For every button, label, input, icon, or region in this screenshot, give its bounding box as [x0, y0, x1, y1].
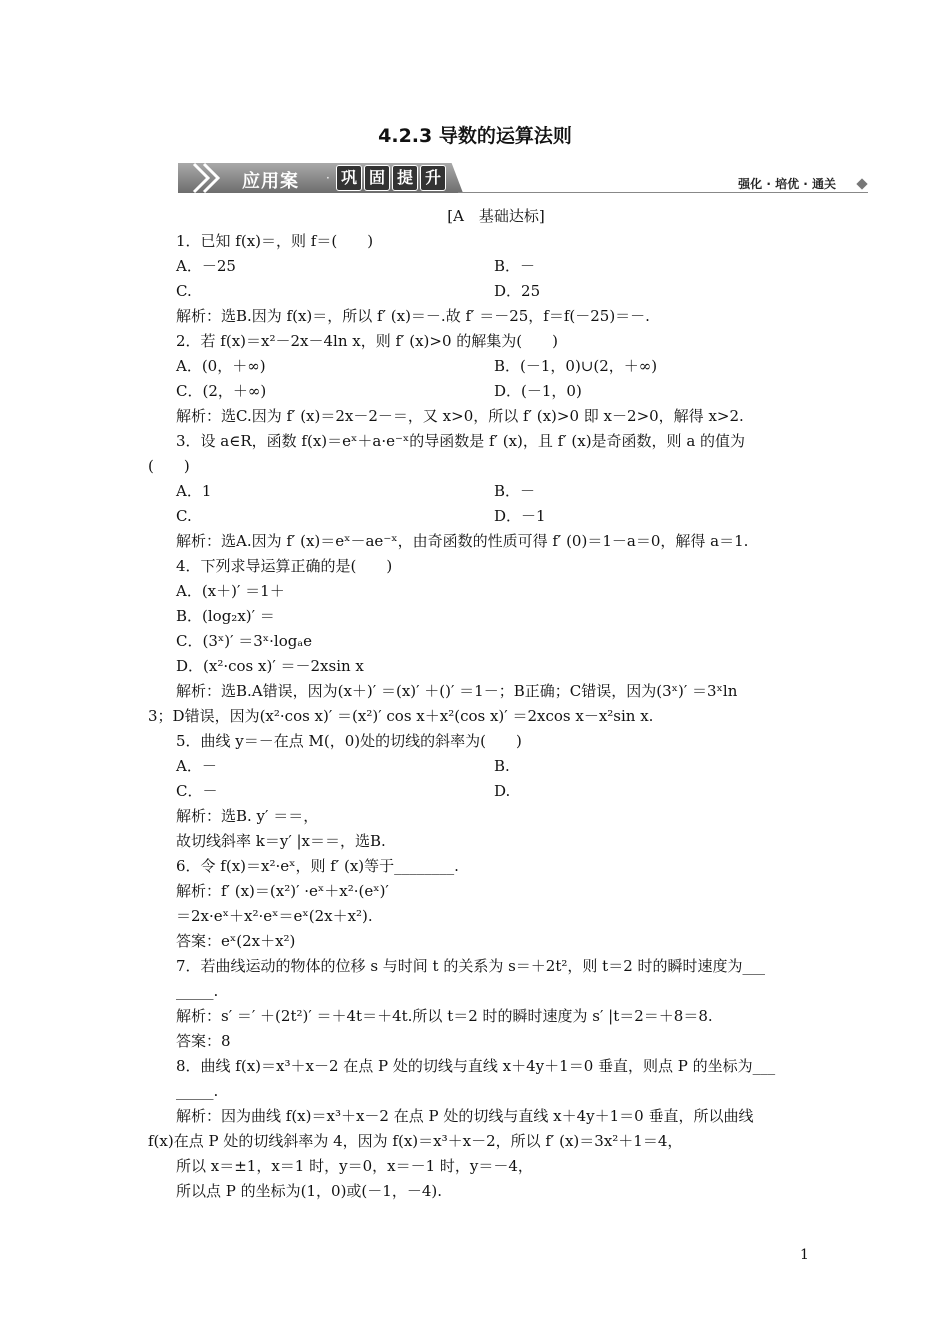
question-6-solution: 解析：f′ (x)＝(x²)′ ·eˣ＋x²·(eˣ)′ [176, 882, 389, 900]
option-b: B．(－1，0)∪(2，＋∞) [494, 357, 658, 375]
question-2-options-cd [176, 379, 816, 404]
question-8-stem: 8．曲线 f(x)＝x³＋x－2 在点 P 处的切线与直线 x＋4y＋1＝0 垂直，则点 P 的坐标为___ [176, 1057, 776, 1075]
option-b: B．(log₂x)′ ＝ [176, 607, 275, 625]
banner-tagline: 强化 · 培优 · 通关 [738, 177, 836, 191]
section-banner [178, 160, 868, 198]
question-8-stem-cont: _____. [176, 1082, 219, 1100]
question-3-options-ab [176, 479, 816, 504]
option-d: D．25 [494, 282, 541, 300]
question-5-solution: 解析：选B. y′ ＝＝， [176, 807, 319, 825]
question-1-solution: 解析：选B.因为 f(x)＝，所以 f′ (x)＝－.故 f′ ＝－25，f＝f(－25)＝－. [176, 307, 650, 325]
option-b: B. [494, 757, 510, 775]
option-a: A．1 [176, 482, 212, 500]
option-b: B．－ [494, 257, 536, 275]
question-3-stem: 3．设 a∈R，函数 f(x)＝eˣ＋a·e⁻ˣ的导函数是 f′ (x)，且 f′ (x)是奇函数，则 a 的值为 [176, 432, 746, 450]
banner-chip: 提 [392, 165, 418, 191]
question-5-stem: 5．曲线 y＝－在点 M(，0)处的切线的斜率为( ) [176, 732, 522, 750]
option-b: B．－ [494, 482, 536, 500]
banner-chip: 升 [420, 165, 446, 191]
question-6-solution-cont: ＝2x·eˣ＋x²·eˣ＝eˣ(2x＋x²). [176, 907, 373, 925]
option-c: C．(3ˣ)′ ＝3ˣ·logₐe [176, 632, 313, 650]
question-3-stem-cont: ( ) [148, 457, 190, 475]
question-1-options-cd [176, 279, 816, 304]
question-8-solution-cont: 所以 x＝±1，x＝1 时，y＝0，x＝－1 时，y＝－4， [176, 1157, 533, 1175]
option-a: A．－25 [176, 257, 236, 275]
banner-dot: · [326, 171, 330, 185]
question-8-solution-cont: 所以点 P 的坐标为(1，0)或(－1，－4). [176, 1182, 442, 1200]
question-1-options-ab [176, 254, 816, 279]
question-7-stem-cont: _____. [176, 982, 219, 1000]
option-c: C. [176, 282, 192, 300]
option-d: D．(x²·cos x)′ ＝－2xsin x [176, 657, 364, 675]
diamond-icon [856, 178, 867, 189]
question-3-options-cd [176, 504, 816, 529]
question-4-stem: 4．下列求导运算正确的是( ) [176, 557, 393, 575]
question-5-options-ab [176, 754, 816, 779]
question-6-stem: 6．令 f(x)＝x²·eˣ，则 f′ (x)等于________. [176, 857, 459, 875]
option-c: C．(2，＋∞) [176, 382, 267, 400]
question-7-solution: 解析：s′ ＝′ ＋(2t²)′ ＝＋4t＝＋4t.所以 t＝2 时的瞬时速度为 s′ |t＝2＝＋8＝8. [176, 1007, 713, 1025]
page-title: 4.2.3 导数的运算法则 [378, 125, 572, 147]
banner-chips [336, 165, 446, 191]
option-d: D．(－1，0) [494, 382, 582, 400]
question-3-solution: 解析：选A.因为 f′ (x)＝eˣ－ae⁻ˣ，由奇函数的性质可得 f′ (0)＝1－a＝0，解得 a＝1. [176, 532, 749, 550]
question-7-stem: 7．若曲线运动的物体的位移 s 与时间 t 的关系为 s＝＋2t²，则 t＝2 时的瞬时速度为___ [176, 957, 766, 975]
question-1-stem: 1．已知 f(x)＝，则 f＝( ) [176, 232, 374, 250]
question-6-answer: 答案：eˣ(2x＋x²) [176, 932, 296, 950]
option-d: D．－1 [494, 507, 546, 525]
option-a: A．－ [176, 757, 217, 775]
question-4-solution: 解析：选B.A错误，因为(x＋)′ ＝(x)′ ＋()′ ＝1－；B正确；C错误，因为(3ˣ)′ ＝3ˣln [176, 682, 738, 700]
question-2-solution: 解析：选C.因为 f′ (x)＝2x－2－＝，又 x>0，所以 f′ (x)>0 即 x－2>0，解得 x>2. [176, 407, 744, 425]
exercise-content [148, 204, 816, 1204]
option-c: C. [176, 507, 192, 525]
question-5-solution-cont: 故切线斜率 k＝y′ |x＝＝，选B. [176, 832, 386, 850]
section-heading: [A 基础达标] [447, 207, 545, 225]
question-8-solution: 解析：因为曲线 f(x)＝x³＋x－2 在点 P 处的切线与直线 x＋4y＋1＝0 垂直，所以曲线 [176, 1107, 754, 1125]
option-c: C．－ [176, 782, 218, 800]
option-a: A．(0，＋∞) [176, 357, 266, 375]
banner-chip: 固 [364, 165, 390, 191]
question-2-stem: 2．若 f(x)＝x²－2x－4ln x，则 f′ (x)>0 的解集为( ) [176, 332, 558, 350]
chevron-arrows-icon [190, 160, 230, 196]
banner-label: 应用案 [242, 171, 299, 192]
question-5-options-cd [176, 779, 816, 804]
page-number: 1 [800, 1247, 809, 1263]
option-d: D. [494, 782, 511, 800]
question-4-solution-cont: 3；D错误，因为(x²·cos x)′ ＝(x²)′ cos x＋x²(cos x)′ ＝2xcos x－x²sin x. [148, 707, 654, 725]
question-7-answer: 答案：8 [176, 1032, 231, 1050]
question-2-options-ab [176, 354, 816, 379]
banner-chip: 巩 [336, 165, 362, 191]
question-8-solution-cont: f(x)在点 P 处的切线斜率为 4，因为 f(x)＝x³＋x－2，所以 f′ (x)＝3x²＋1＝4， [148, 1132, 683, 1150]
option-a: A．(x＋)′ ＝1＋ [176, 582, 285, 600]
banner-rule [458, 192, 868, 193]
